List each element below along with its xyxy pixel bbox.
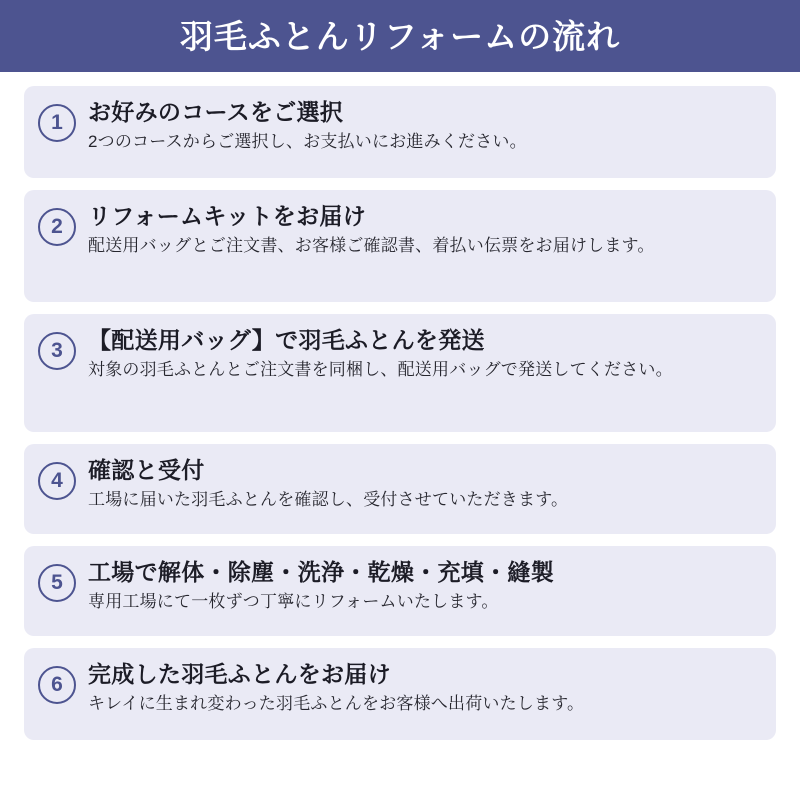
step-content bbox=[88, 660, 760, 716]
step-content bbox=[88, 558, 760, 614]
step-title: 工場で解体・除塵・洗浄・乾燥・充填・縫製 bbox=[88, 559, 554, 585]
step-content bbox=[88, 326, 760, 382]
step-description: 専用工場にて一枚ずつ丁寧にリフォームいたします。 bbox=[88, 591, 499, 611]
step-number-badge: 5 bbox=[38, 564, 76, 602]
list-item bbox=[24, 314, 776, 432]
step-number-badge: 3 bbox=[38, 332, 76, 370]
step-title: 【配送用バッグ】で羽毛ふとんを発送 bbox=[88, 327, 485, 353]
step-number-badge: 2 bbox=[38, 208, 76, 246]
step-title: リフォームキットをお届け bbox=[88, 203, 366, 229]
step-description: 2つのコースからご選択し、お支払いにお進みください。 bbox=[88, 131, 527, 151]
page-title: 羽毛ふとんリフォームの流れ bbox=[179, 17, 621, 55]
step-number-badge: 4 bbox=[38, 462, 76, 500]
list-item bbox=[24, 648, 776, 740]
step-number-badge: 6 bbox=[38, 666, 76, 704]
step-description: 工場に届いた羽毛ふとんを確認し、受付させていただきます。 bbox=[88, 489, 569, 509]
step-title: 確認と受付 bbox=[88, 457, 205, 483]
header-banner bbox=[0, 0, 800, 72]
list-item bbox=[24, 546, 776, 636]
step-content bbox=[88, 98, 760, 154]
step-content bbox=[88, 202, 760, 258]
step-description: 対象の羽毛ふとんとご注文書を同梱し、配送用バッグで発送してください。 bbox=[88, 359, 673, 379]
step-description: キレイに生まれ変わった羽毛ふとんをお客様へ出荷いたします。 bbox=[88, 693, 585, 713]
step-content bbox=[88, 456, 760, 512]
list-item bbox=[24, 190, 776, 302]
step-number-badge: 1 bbox=[38, 104, 76, 142]
step-description: 配送用バッグとご注文書、お客様ご確認書、着払い伝票をお届けします。 bbox=[88, 235, 655, 255]
step-title: 完成した羽毛ふとんをお届け bbox=[88, 661, 391, 687]
steps-list bbox=[0, 72, 800, 750]
list-item bbox=[24, 86, 776, 178]
step-title: お好みのコースをご選択 bbox=[88, 99, 344, 125]
list-item bbox=[24, 444, 776, 534]
